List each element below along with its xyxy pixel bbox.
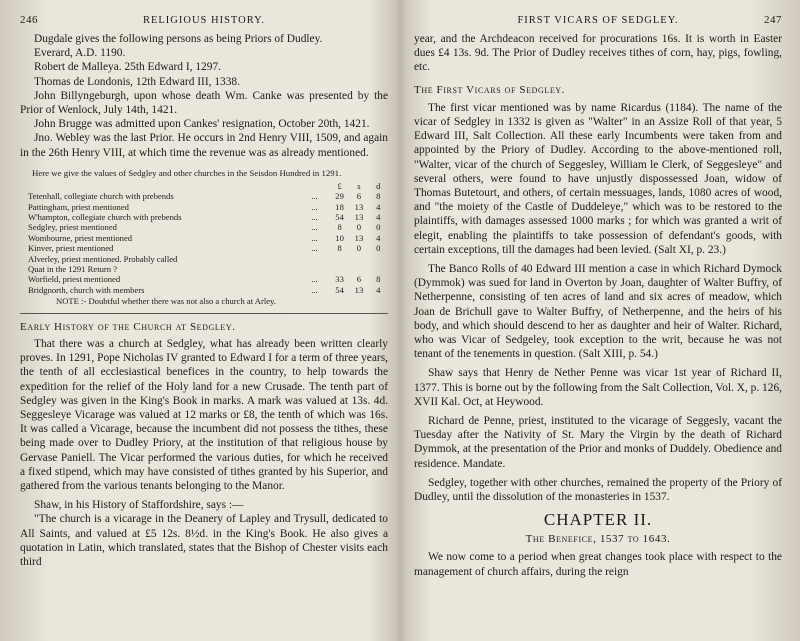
left-page-number: 246 xyxy=(20,14,38,26)
first-vicars-heading: The First Vicars of Sedgley. xyxy=(414,83,566,96)
prior-item: Everard, A.D. 1190. xyxy=(34,47,126,60)
richard-penne-paragraph: Richard de Penne, priest, instituted to the vicarage of Seggesly, vacant the Tuesday after the Nativity of St. Mary the Virgin by the death of Richard Dymmok, at the presentation of the Prior and monks of Duddely. Obedience and residence. Mandate. xyxy=(414,415,782,470)
para-brugge: John Brugge was admitted upon Cankes' resignation, October 20th, 1421. xyxy=(34,118,370,131)
table-intro: Here we give the values of Sedgley and other churches in the Seisdon Hundred in 1291. xyxy=(32,167,342,178)
shaw-intro: Shaw, in his History of Staffordshire, says :— xyxy=(34,499,244,512)
table-row: Kinver, priest mentioned ... 8 0 0 xyxy=(28,243,381,254)
right-body xyxy=(414,32,782,504)
para-webley: Jno. Webley was the last Prior. He occurs in 2nd Henry VIII, 1509, and again in the 26th Henry VIII, at which time the revenue was as already mentioned. xyxy=(20,132,388,159)
right-page xyxy=(400,0,800,641)
table-row: Alverley, priest mentioned. Probably called xyxy=(28,253,178,264)
table-row: Worfield, priest mentioned ... 33 6 8 xyxy=(28,274,381,285)
table-row: Wombourne, priest mentioned ... 10 13 4 xyxy=(28,232,381,243)
priors-intro: Dugdale gives the following persons as being Priors of Dudley. xyxy=(34,33,323,45)
left-running-title: RELIGIOUS HISTORY. xyxy=(142,15,266,26)
priors-list xyxy=(20,46,388,89)
early-history-section xyxy=(20,337,388,569)
continuation-paragraph: year, and the Archdeacon received for procurations 16s. It is worth in Easter dues £4 13s. 9d. The Prior of Dudley receives tithes of corn, hay, pigs, fowling, etc. xyxy=(414,33,782,74)
table-row: Quat in the 1291 Return ? xyxy=(28,264,118,275)
chapter-title: CHAPTER II. xyxy=(543,510,653,530)
right-page-number: 247 xyxy=(764,14,782,26)
chapter-opening-section xyxy=(414,550,782,578)
table-row: Bridgnorth, church with members ... 54 13 4 xyxy=(28,284,381,295)
banco-rolls-paragraph: The Banco Rolls of 40 Edward III mention a case in which Richard Dymock (Dymmok) was sued for land in Overton by Joan, daughter of Walter Buffry, of Netherpenne, consisting of ten acres of land and six acres of meadow, which Joan de Brichull gave to Walter Buffry, of Netherpenne, and the heirs of his body, and which should descend to her as daughter and heir of Walter. Richard, who was Vicar of Sedgeley, took exception to the writ, because he was not tenant of the tenements in question. (Salt XIII, p. 54.) xyxy=(414,263,782,361)
shaw-quote: "The church is a vicarage in the Deanery of Lapley and Trysull, dedicated to All Saints, and valued at £5 12s. 8½d. in the King's Book. He also gives a quotation in Latin, which translated, states that the Bishop of Chester visits each third xyxy=(20,513,388,568)
first-vicar-paragraph: The first vicar mentioned was by name Ricardus (1184). The name of the vicar of Sedgley in 1332 is given as "Walter" in an Assize Roll of that year, 5 Edward III, Salt Collection. All these early Incumbents were taken from and appointed by the Priory of Dudley. According to the above-mentioned roll, "Walter, vicar of the church of Seggesley, William le Clerk, of Seggesleye" and several others, were found to have unjustly dispossessed Joan, widow of Thomas Butetourt, and others, of certain messuages, lands, 1080 acres of wood, and "the moiety of the Castle of Duddeleye," which was to be restored to the plaintiffs, with damages assessed 1000 marks ; for which was granted a writ of elegit, enabling the plaintiffs to take possession of defendant's goods, with certain exceptions, till the damages had been levied. (Salt XI, p. 23.) xyxy=(414,101,782,256)
shillings-header: s xyxy=(357,180,361,191)
chapter-opening-paragraph: We now come to a period when great changes took place with respect to the management of church affairs, during the reign xyxy=(414,551,782,578)
section-divider xyxy=(20,313,388,314)
prior-item: Thomas de Londonis, 12th Edward III, 1338. xyxy=(34,75,240,88)
chapter-subtitle: The Benefice, 1537 to 1643. xyxy=(525,533,671,546)
pence-header: d xyxy=(376,180,381,191)
table-header-row xyxy=(20,181,388,191)
early-history-heading: Early History of the Church at Sedgley. xyxy=(20,320,236,333)
right-running-title: FIRST VICARS OF SEDGLEY. xyxy=(517,15,679,26)
left-running-head xyxy=(20,14,388,26)
shaw-penne-paragraph: Shaw says that Henry de Nether Penne was vicar 1st year of Richard II, 1377. This is borne out by the following from the Salt Collection, Vol. X, p. 126, XVII Kal. Oct, at Heywood. xyxy=(414,367,782,408)
table-row: W'hampton, collegiate church with prebends ... 54 13 4 xyxy=(28,212,381,223)
sedgley-property-paragraph: Sedgley, together with other churches, remained the property of the Priory of Dudley, until the dissolution of the monasteries in 1537. xyxy=(414,476,782,504)
table-note: NOTE :- Doubtful whether there was not also a church at Arley. xyxy=(56,296,276,307)
priors-section xyxy=(20,32,388,160)
pounds-header: £ xyxy=(337,180,342,191)
table-row: Pattingham, priest mentioned ... 18 13 4 xyxy=(28,201,381,212)
table-row: Sedgley, priest mentioned ... 8 0 0 xyxy=(28,222,381,233)
church-values-table xyxy=(20,181,388,295)
table-row: Tetenhall, collegiate church with prebends ... 29 6 8 xyxy=(28,191,381,202)
right-running-head xyxy=(414,14,782,26)
prior-item: Robert de Malleya. 25th Edward I, 1297. xyxy=(34,61,221,74)
early-history-paragraph: That there was a church at Sedgley, what has already been written clearly proves. In 1291, Pope Nicholas IV granted to Edward I for a term of three years, the tenth of all ecclesiastical benefices in the country, to help towards the expedition for the relief of the Holy land for a new Crusade. The tenth part of Sedgley was given in the King's Book in marks. A mark was valued at 13s. 4d. Seggesleye Vicarage was valued at 12 marks or £8, the tenth of which was 16s. It was called a Vicarage, because the incumbent did not possess the tithes, these being made over to Dudley Priory, at the institution of that religious house by Gervase Paniell. The Vicar performed the various duties, for which he received a fixed stipend, which may have consisted of tithes granted by his Superior, and gathered from the various tenants belonging to the Manor. xyxy=(20,337,388,492)
para-billyngeburgh: John Billyngeburgh, upon whose death Wm. Canke was presented by the Prior of Wenlock, July 14th, 1421. xyxy=(20,89,388,117)
